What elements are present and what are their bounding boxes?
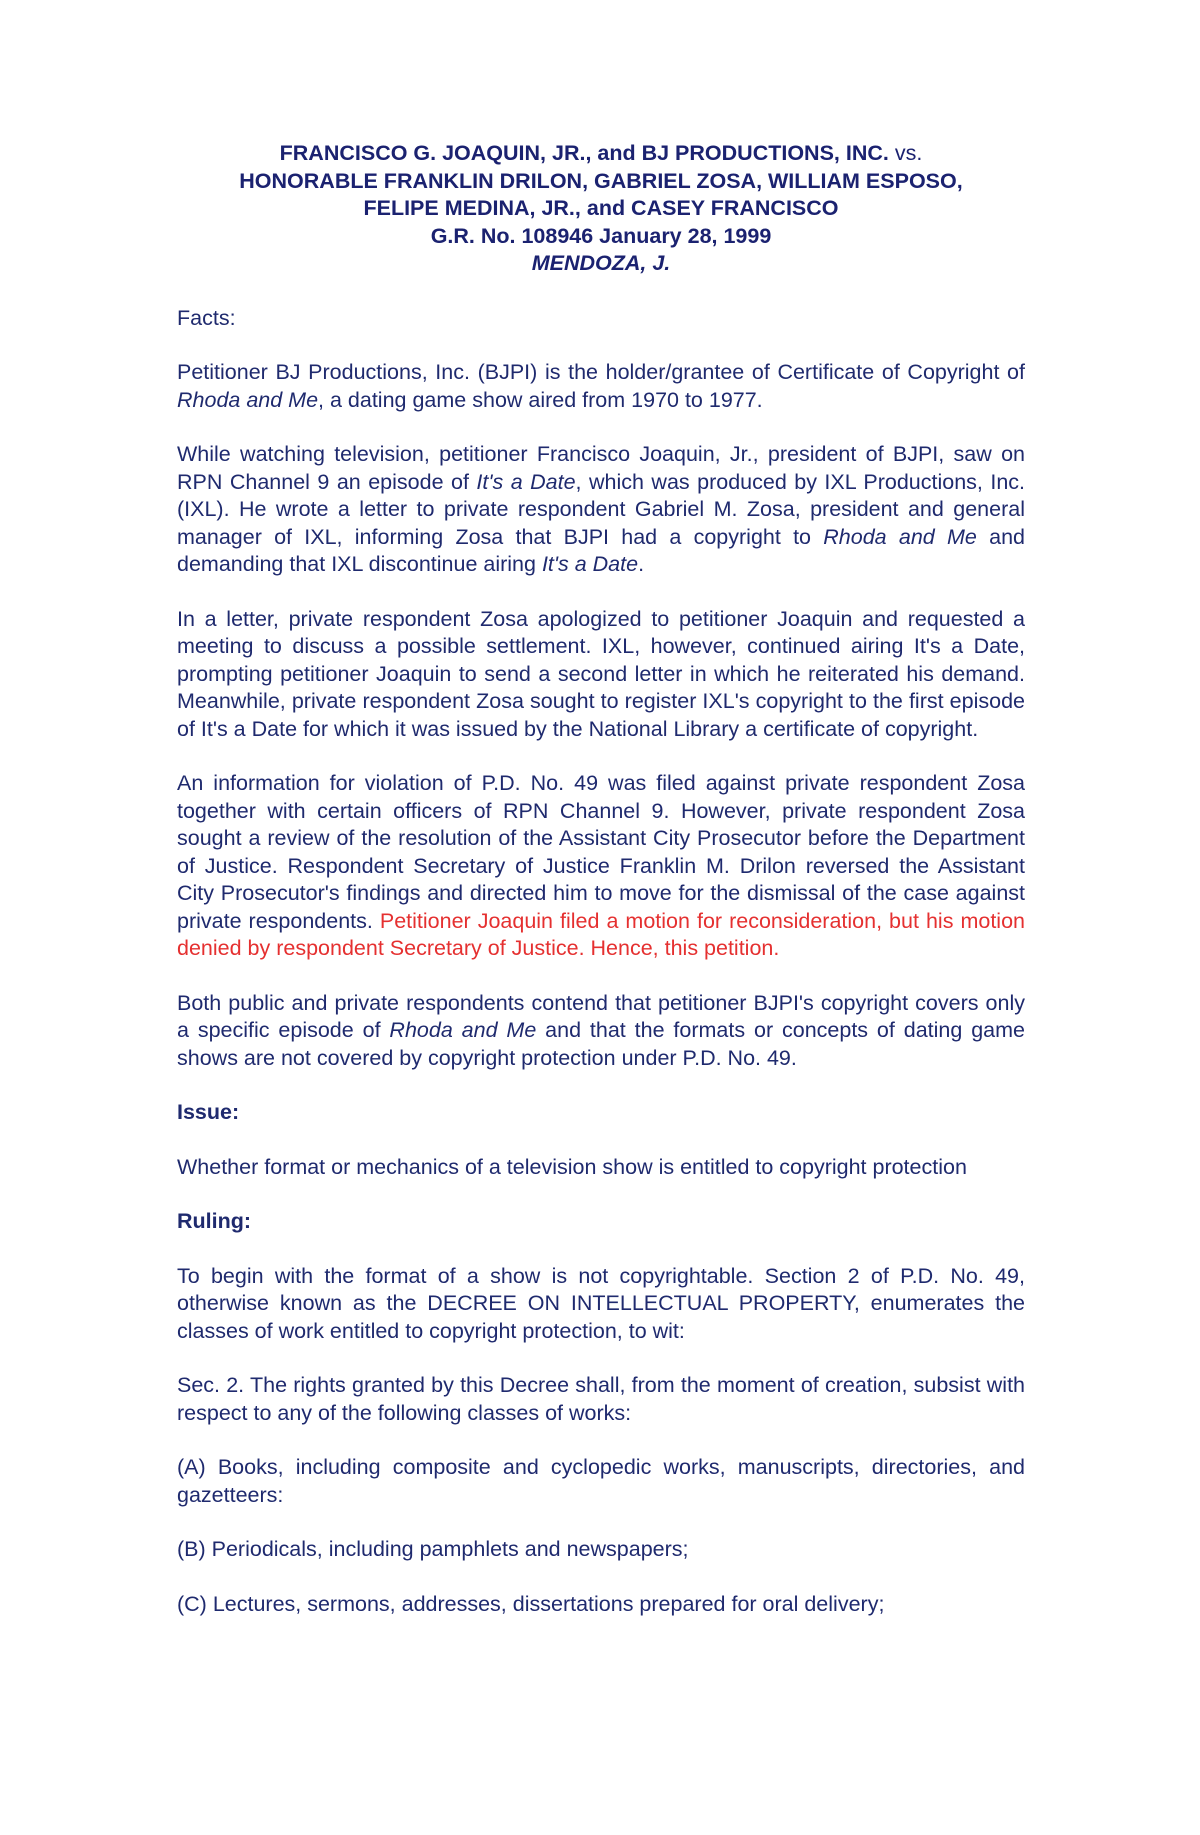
facts-label: Facts: <box>177 305 236 330</box>
issue-text: Whether format or mechanics of a television show is entitled to copyright protection <box>177 1154 967 1179</box>
ruling-paragraph-1: To begin with the format of a show is not copyrightable. Section 2 of P.D. No. 49, otherwise known as the DECREE ON INTELLECTUAL PROPERTY, enumerates the classes of work entitled to copyright protection, to wit: <box>177 1263 1025 1343</box>
title-line-1 <box>177 140 1025 168</box>
title-line-3: FELIPE MEDINA, JR., and CASEY FRANCISCO <box>363 196 839 220</box>
ponente: MENDOZA, J. <box>531 251 671 275</box>
title-line-2: HONORABLE FRANKLIN DRILON, GABRIEL ZOSA, WILLIAM ESPOSO, <box>239 168 963 193</box>
ruling-item-c: (C) Lectures, sermons, addresses, dissertations prepared for oral delivery; <box>177 1591 885 1616</box>
facts-paragraph-4: An information for violation of P.D. No. 49 was filed against private respondent Zosa together with certain officers of RPN Channel 9. However, private respondent Zosa sought a review of the resolution of the Assistant City Prosecutor before the Department of Justice. Respondent Secretary of Justice Franklin M. Drilon reversed the Assistant City Prosecutor's findings and directed him to move for the dismissal of the case against private respondents. Petitioner Joaquin filed a motion for reconsideration, but his motion denied by respondent Secretary of Justice. Hence, this petition. <box>177 771 1025 960</box>
document-page <box>177 140 1025 1618</box>
issue-heading: Issue: <box>177 1100 240 1124</box>
facts-paragraph-1: Petitioner BJ Productions, Inc. (BJPI) is the holder/grantee of Certificate of Copyright of Rhoda and Me, a dating game show aired from 1970 to 1977. <box>177 360 1025 412</box>
ruling-paragraph-2: Sec. 2. The rights granted by this Decree shall, from the moment of creation, subsist with respect to any of the following classes of works: <box>177 1373 1025 1425</box>
case-title <box>177 140 1025 278</box>
ruling-heading: Ruling: <box>177 1209 252 1233</box>
facts-paragraph-5: Both public and private respondents contend that petitioner BJPI's copyright covers only a specific episode of Rhoda and Me and that the formats or concepts of dating game shows are not covered by copyright protection under P.D. No. 49. <box>177 990 1025 1070</box>
facts-paragraph-3: In a letter, private respondent Zosa apologized to petitioner Joaquin and requested a meeting to discuss a possible settlement. IXL, however, continued airing It's a Date, prompting petitioner Joaquin to send a second letter in which he reiterated his demand. Meanwhile, private respondent Zosa sought to register IXL's copyright to the first episode of It's a Date for which it was issued by the National Library a certificate of copyright. <box>177 606 1025 741</box>
versus: vs. <box>894 141 923 165</box>
petitioners: FRANCISCO G. JOAQUIN, JR., and BJ PRODUCTIONS, INC. <box>279 141 889 165</box>
facts-paragraph-2: While watching television, petitioner Francisco Joaquin, Jr., president of BJPI, saw on RPN Channel 9 an episode of It's a Date, which was produced by IXL Productions, Inc. (IXL). He wrote a letter to private respondent Gabriel M. Zosa, president and general manager of IXL, informing Zosa that BJPI had a copyright to Rhoda and Me and demanding that IXL discontinue airing It's a Date. <box>177 442 1025 576</box>
ruling-item-b: (B) Periodicals, including pamphlets and newspapers; <box>177 1537 689 1561</box>
highlighted-text: Petitioner Joaquin filed a motion for reconsideration, but his motion denied by respondent Secretary of Justice. Hence, this petition. <box>177 908 1025 960</box>
case-number: G.R. No. 108946 January 28, 1999 <box>430 223 772 248</box>
ruling-item-a: (A) Books, including composite and cyclopedic works, manuscripts, directories, and gazetteers: <box>177 1455 1025 1507</box>
